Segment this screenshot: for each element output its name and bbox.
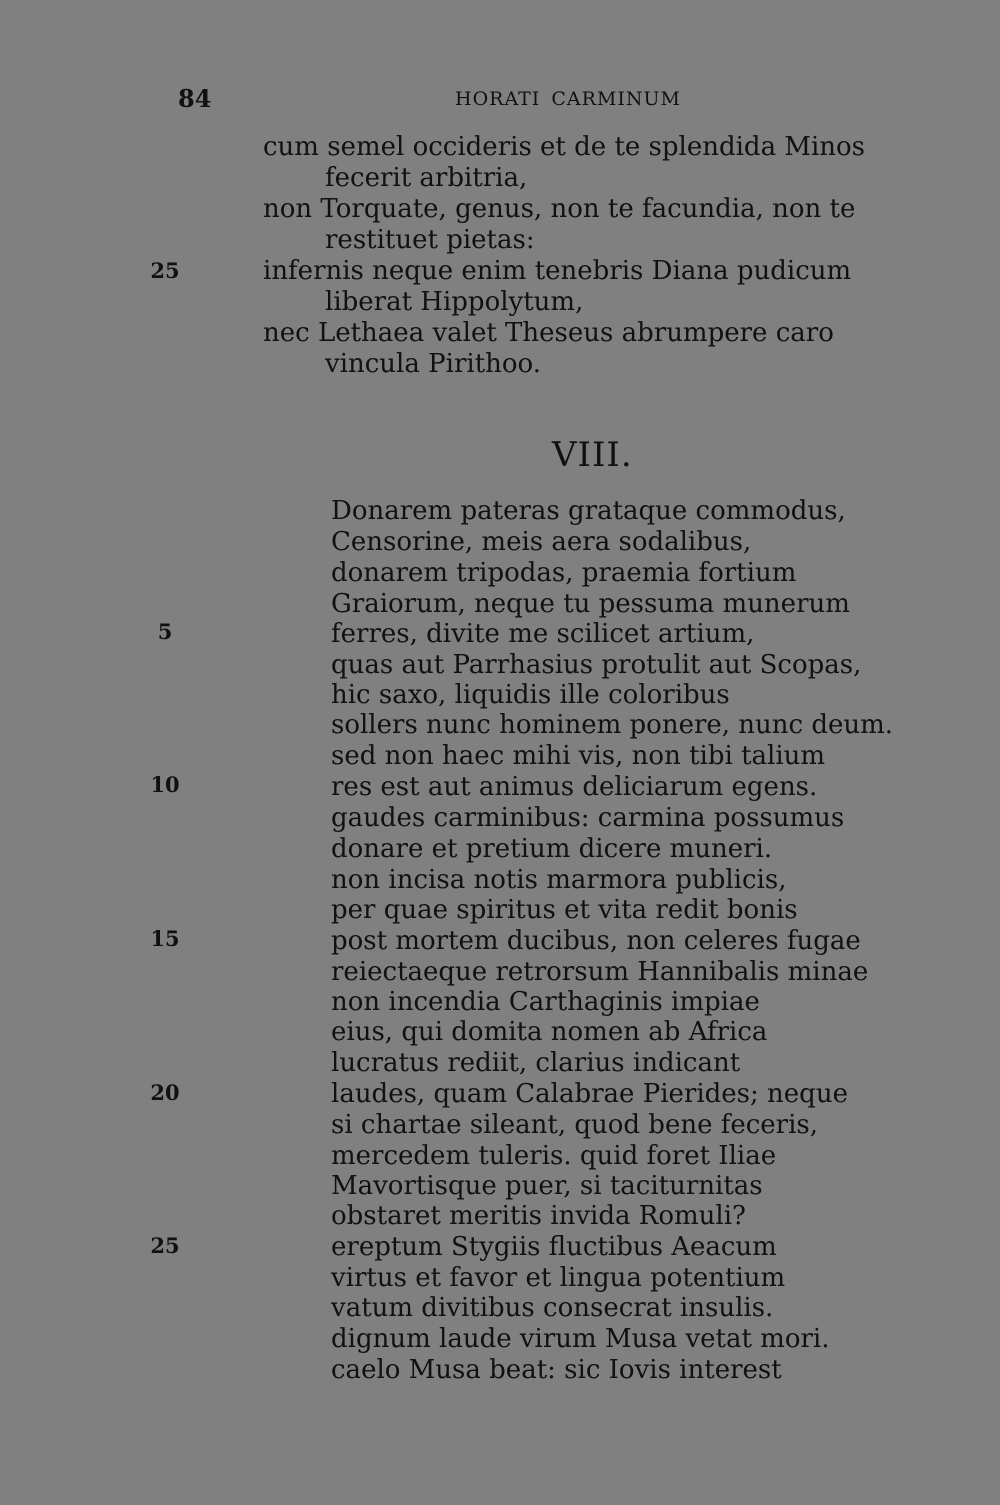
verse-line: caelo Musa beat: sic Iovis interest [331, 1355, 782, 1385]
verse-line: per quae spiritus et vita redit bonis [331, 895, 798, 925]
verse-line: Mavortisque puer, si taciturnitas [331, 1171, 763, 1201]
verse-line: donare et pretium dicere muneri. [331, 834, 773, 864]
line-number: 5 [157, 619, 173, 644]
verse-line: eius, qui domita nomen ab Africa [331, 1017, 768, 1047]
ode-title: VIII. [552, 435, 633, 475]
line-number: 20 [150, 1080, 180, 1105]
verse-line: infernis neque enim tenebris Diana pudicum [263, 256, 852, 286]
line-number: 25 [150, 258, 180, 283]
verse-line: obstaret meritis invida Romuli? [331, 1201, 746, 1231]
verse-line: Graiorum, neque tu pessuma munerum [331, 589, 850, 619]
verse-line: mercedem tuleris. quid foret Iliae [331, 1141, 777, 1171]
verse-line: res est aut animus deliciarum egens. [331, 772, 818, 802]
verse-line: dignum laude virum Musa vetat mori. [331, 1324, 830, 1354]
verse-line: post mortem ducibus, non celeres fugae [331, 926, 861, 956]
line-number: 15 [150, 926, 180, 951]
verse-line: ferres, divite me scilicet artium, [331, 619, 755, 649]
verse-line: non Torquate, genus, non te facundia, non te [263, 194, 856, 224]
verse-line: Censorine, meis aera sodalibus, [331, 527, 752, 557]
verse-line: fecerit arbitria, [325, 163, 528, 193]
page-header [0, 84, 1000, 114]
verse-line: restituet pietas: [325, 225, 535, 255]
line-number: 25 [150, 1233, 180, 1258]
verse-line: laudes, quam Calabrae Pierides; neque [331, 1079, 848, 1109]
verse-line: nec Lethaea valet Theseus abrumpere caro [263, 318, 834, 348]
verse-line: si chartae sileant, quod bene feceris, [331, 1110, 819, 1140]
verse-line: gaudes carminibus: carmina possumus [331, 803, 845, 833]
verse-line: donarem tripodas, praemia fortium [331, 558, 797, 588]
verse-line: sollers nunc hominem ponere, nunc deum. [331, 710, 894, 740]
verse-line: hic saxo, liquidis ille coloribus [331, 680, 730, 710]
verse-line: lucratus rediit, clarius indicant [331, 1048, 741, 1078]
verse-line: vatum divitibus consecrat insulis. [331, 1293, 774, 1323]
line-number: 10 [150, 772, 180, 797]
verse-line: liberat Hippolytum, [325, 287, 584, 317]
verse-line: quas aut Parrhasius protulit aut Scopas, [331, 650, 862, 680]
verse-line: vincula Pirithoo. [325, 349, 541, 379]
verse-line: non incisa notis marmora publicis, [331, 865, 787, 895]
verse-line: ereptum Stygiis fluctibus Aeacum [331, 1232, 777, 1262]
verse-line: virtus et favor et lingua potentium [331, 1263, 786, 1293]
page-number: 84 [178, 84, 212, 113]
verse-line: non incendia Carthaginis impiae [331, 987, 760, 1017]
verse-line: sed non haec mihi vis, non tibi talium [331, 741, 826, 771]
running-title: HORATI CARMINUM [455, 88, 681, 110]
verse-line: Donarem pateras grataque commodus, [331, 496, 846, 526]
verse-line: reiectaeque retrorsum Hannibalis minae [331, 957, 869, 987]
verse-line: cum semel occideris et de te splendida Minos [263, 132, 866, 162]
